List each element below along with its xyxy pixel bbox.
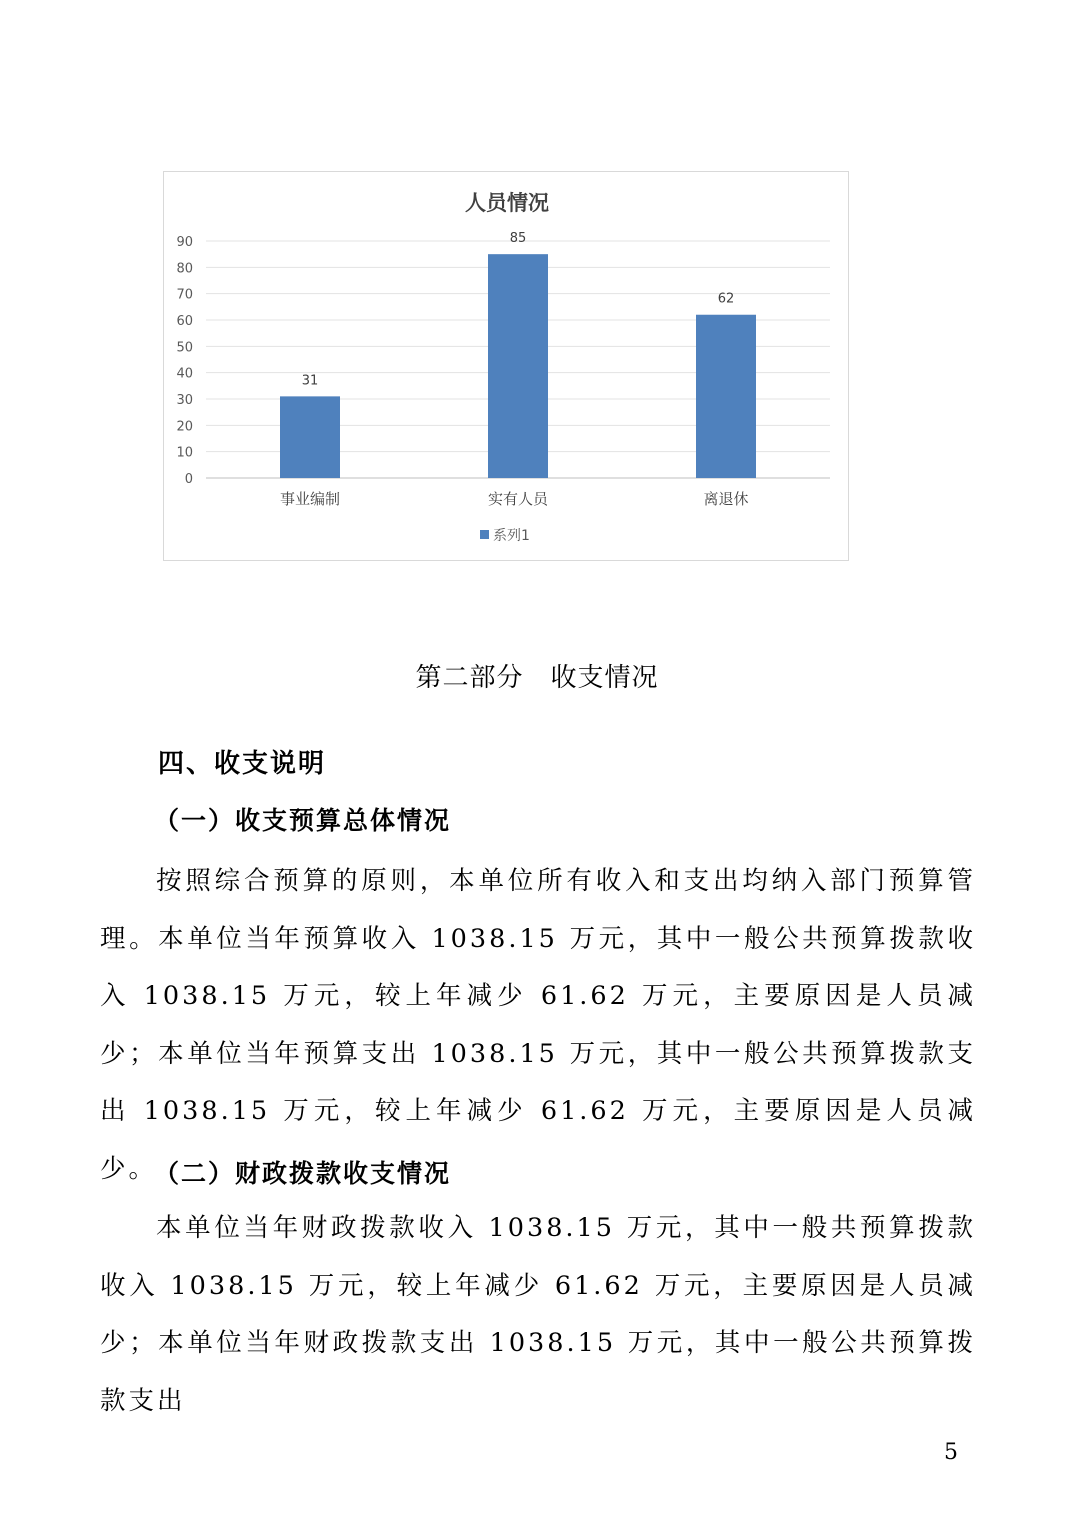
chart-svg xyxy=(164,172,850,562)
bar-2 xyxy=(696,315,756,478)
y-tick-label-80: 80 xyxy=(176,261,193,277)
chart-title: 人员情况 xyxy=(465,191,549,215)
chart-y-ticks xyxy=(176,235,193,487)
data-label-0: 31 xyxy=(301,373,319,389)
paragraph-fiscal-appropriation: 本单位当年财政拨款收入 1038.15 万元，其中一般共预算拨款收入 1038.15 万元，较上年减少 61.62 万元，主要原因是人员减少；本单位当年财政拨款支出 1038.15 万元，其中一般公共预算拨款支出 xyxy=(100,1213,976,1416)
y-tick-label-40: 40 xyxy=(176,366,193,382)
y-tick-label-20: 20 xyxy=(176,419,193,435)
x-category-label-1: 实有人员 xyxy=(487,490,549,508)
data-label-2: 62 xyxy=(717,291,735,307)
bar-1 xyxy=(488,254,548,478)
y-tick-label-50: 50 xyxy=(176,340,193,356)
page-number: 5 xyxy=(944,1440,958,1465)
paragraph-budget-overview: 按照综合预算的原则，本单位所有收入和支出均纳入部门预算管理。本单位当年预算收入 1038.15 万元，其中一般公共预算拨款收入 1038.15 万元，较上年减少 61.62 万元，主要原因是人员减少；本单位当年预算支出 1038.15 万元，其中一般公共预算拨款支出 1038.15 万元，较上年减少 61.62 万元，主要原因是人员减少。 xyxy=(100,866,976,1184)
chart-x-categories xyxy=(280,490,749,508)
heading-income-expense: 四、收支说明 xyxy=(158,749,327,779)
subheading-fiscal-appropriation: （二）财政拨款收支情况 xyxy=(154,1159,452,1188)
legend-swatch xyxy=(480,530,489,539)
y-tick-label-60: 60 xyxy=(176,314,193,329)
legend-label: 系列1 xyxy=(493,528,530,544)
y-tick-label-90: 90 xyxy=(176,235,193,250)
x-category-label-2: 离退休 xyxy=(703,490,749,508)
y-tick-label-0: 0 xyxy=(184,472,193,487)
y-tick-label-10: 10 xyxy=(176,445,193,461)
x-category-label-0: 事业编制 xyxy=(279,490,341,508)
chart-legend xyxy=(480,528,530,544)
chart-bars xyxy=(280,254,756,478)
data-label-1: 85 xyxy=(509,231,527,247)
y-tick-label-70: 70 xyxy=(176,287,193,303)
y-tick-label-30: 30 xyxy=(176,393,193,408)
staff-chart xyxy=(163,171,849,561)
subheading-budget-overview: （一）收支预算总体情况 xyxy=(154,806,452,835)
bar-0 xyxy=(280,396,340,478)
section-heading: 第二部分 收支情况 xyxy=(415,663,659,693)
